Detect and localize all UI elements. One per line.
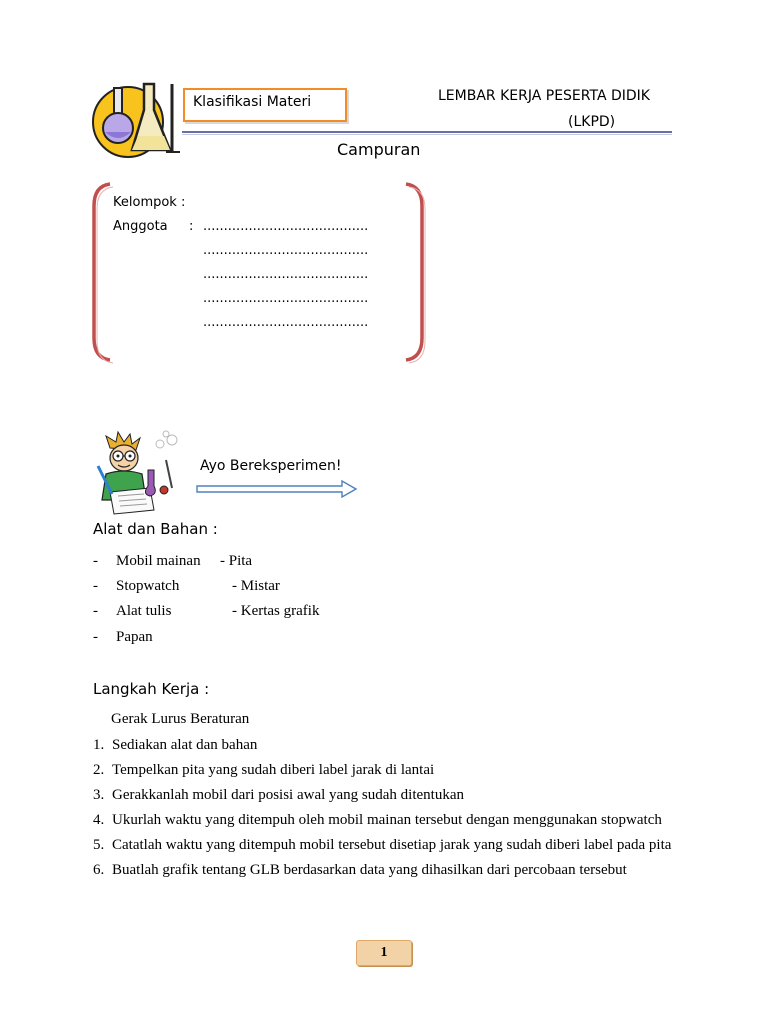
header-divider-shadow [182, 134, 672, 135]
material-item: - Pita [220, 553, 253, 569]
step-number: 3. [93, 787, 105, 803]
step-number: 2. [93, 762, 105, 778]
step-number: 6. [93, 862, 105, 878]
scientist-illustration [92, 430, 188, 516]
step-text: Gerakkanlah mobil dari posisi awal yang sudah ditentukan [112, 787, 464, 803]
worksheet-subtitle: (LKPD) [568, 114, 616, 130]
steps-subheading: Gerak Lurus Beraturan [111, 711, 250, 727]
materials-dash: - [93, 578, 98, 594]
step-text: Tempelkan pita yang sudah diberi label jarak di lantai [112, 762, 435, 778]
worksheet-title: LEMBAR KERJA PESERTA DIDIK [438, 88, 650, 104]
step-text: Ukurlah waktu yang ditempuh oleh mobil mainan tersebut dengan menggunakan stopwatch [112, 812, 662, 828]
materials-dash: - [93, 553, 98, 569]
member-line[interactable]: ........................................ [203, 219, 369, 234]
member-line[interactable]: ........................................ [203, 267, 369, 282]
lab-glassware-icon [92, 80, 184, 160]
experiment-callout: Ayo Bereksperimen! [200, 458, 342, 474]
step-text: Catatlah waktu yang ditempuh mobil tersebut disetiap jarak yang sudah diberi label pada pita [112, 837, 672, 853]
member-line[interactable]: ........................................ [203, 243, 369, 258]
step-text: Sediakan alat dan bahan [112, 737, 258, 753]
step-number: 4. [93, 812, 105, 828]
topic-title: Campuran [337, 140, 421, 159]
classification-label: Klasifikasi Materi [193, 94, 312, 110]
member-line[interactable]: ........................................ [203, 291, 369, 306]
right-arrow-icon [196, 480, 358, 498]
material-item: Mobil mainan [116, 553, 201, 569]
materials-heading: Alat dan Bahan : [93, 520, 218, 538]
member-line[interactable]: ........................................ [203, 315, 369, 330]
page-number-badge: 1 [356, 940, 412, 966]
steps-heading: Langkah Kerja : [93, 680, 210, 698]
step-text: Buatlah grafik tentang GLB berdasarkan data yang dihasilkan dari percobaan tersebut [112, 862, 627, 878]
material-item: - Mistar [232, 578, 280, 594]
material-item: - Kertas grafik [232, 603, 320, 619]
step-number: 5. [93, 837, 105, 853]
members-colon: : [189, 219, 194, 234]
material-item: Papan [116, 629, 153, 645]
step-number: 1. [93, 737, 105, 753]
header-divider [182, 131, 672, 133]
group-label: Kelompok : [113, 195, 186, 210]
members-label: Anggota [113, 219, 168, 234]
materials-dash: - [93, 629, 98, 645]
materials-dash: - [93, 603, 98, 619]
material-item: Stopwatch [116, 578, 180, 594]
material-item: Alat tulis [116, 603, 172, 619]
